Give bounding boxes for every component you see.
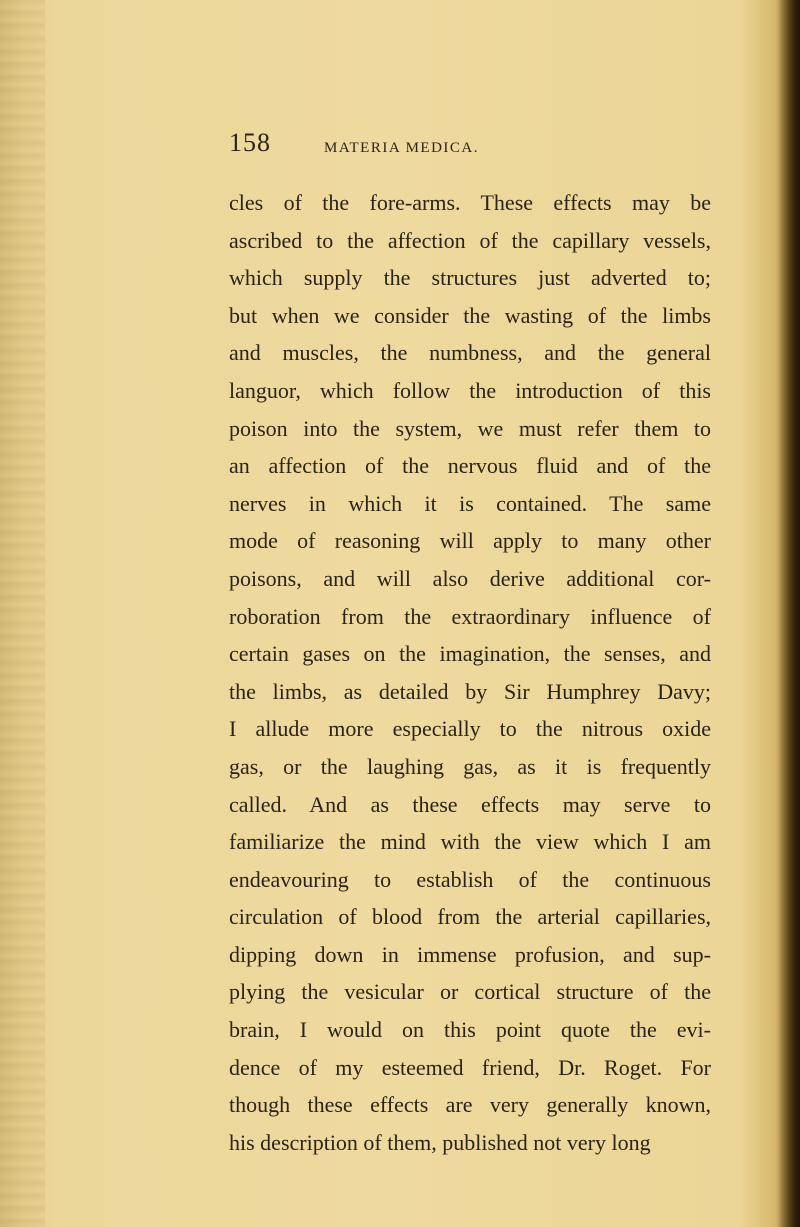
text-line: though these effects are very generally known, [229,1092,711,1118]
text-line: called. And as these effects may serve to [229,791,711,817]
text-line: certain gases on the imagination, the senses, and [229,641,711,667]
text-line: and muscles, the numbness, and the general [229,340,711,366]
running-head: MATERIA MEDICA. [324,140,480,156]
text-line: endeavouring to establish of the continuous [229,866,711,892]
text-line: gas, or the laughing gas, as it is frequently [229,753,711,779]
left-page-edge [0,0,45,1227]
text-line: plying the vesicular or cortical structure of the [229,979,711,1005]
text-line: dence of my esteemed friend, Dr. Roget. For [229,1054,711,1080]
text-line: nerves in which it is contained. The same [229,490,711,516]
text-line: ascribed to the affection of the capillary vessels, [229,227,711,253]
text-line: roboration from the extraordinary influence of [229,603,711,629]
text-line: circulation of blood from the arterial capillaries, [229,904,711,930]
body-text [229,184,711,1161]
text-line: poisons, and will also derive additional cor- [229,565,711,591]
page-number: 158 [229,128,271,157]
text-line: familiarize the mind with the view which I am [229,829,711,855]
text-line: languor, which follow the introduction of this [229,377,711,403]
text-line: mode of reasoning will apply to many other [229,528,711,554]
text-line: poison into the system, we must refer them to [229,415,711,441]
binding-shadow [778,0,800,1227]
text-line: which supply the structures just adverted to; [229,265,711,291]
text-line: but when we consider the wasting of the limbs [229,302,711,328]
text-line: an affection of the nervous fluid and of the [229,453,711,479]
text-line: I allude more especially to the nitrous oxide [229,716,711,742]
text-line: cles of the fore-arms. These effects may be [229,190,711,215]
text-line: his description of them, published not very long [229,1129,651,1155]
text-line: dipping down in immense profusion, and sup- [229,941,711,967]
text-line: brain, I would on this point quote the evi- [229,1017,711,1043]
text-line: the limbs, as detailed by Sir Humphrey Davy; [229,678,711,704]
page-header [0,128,800,168]
